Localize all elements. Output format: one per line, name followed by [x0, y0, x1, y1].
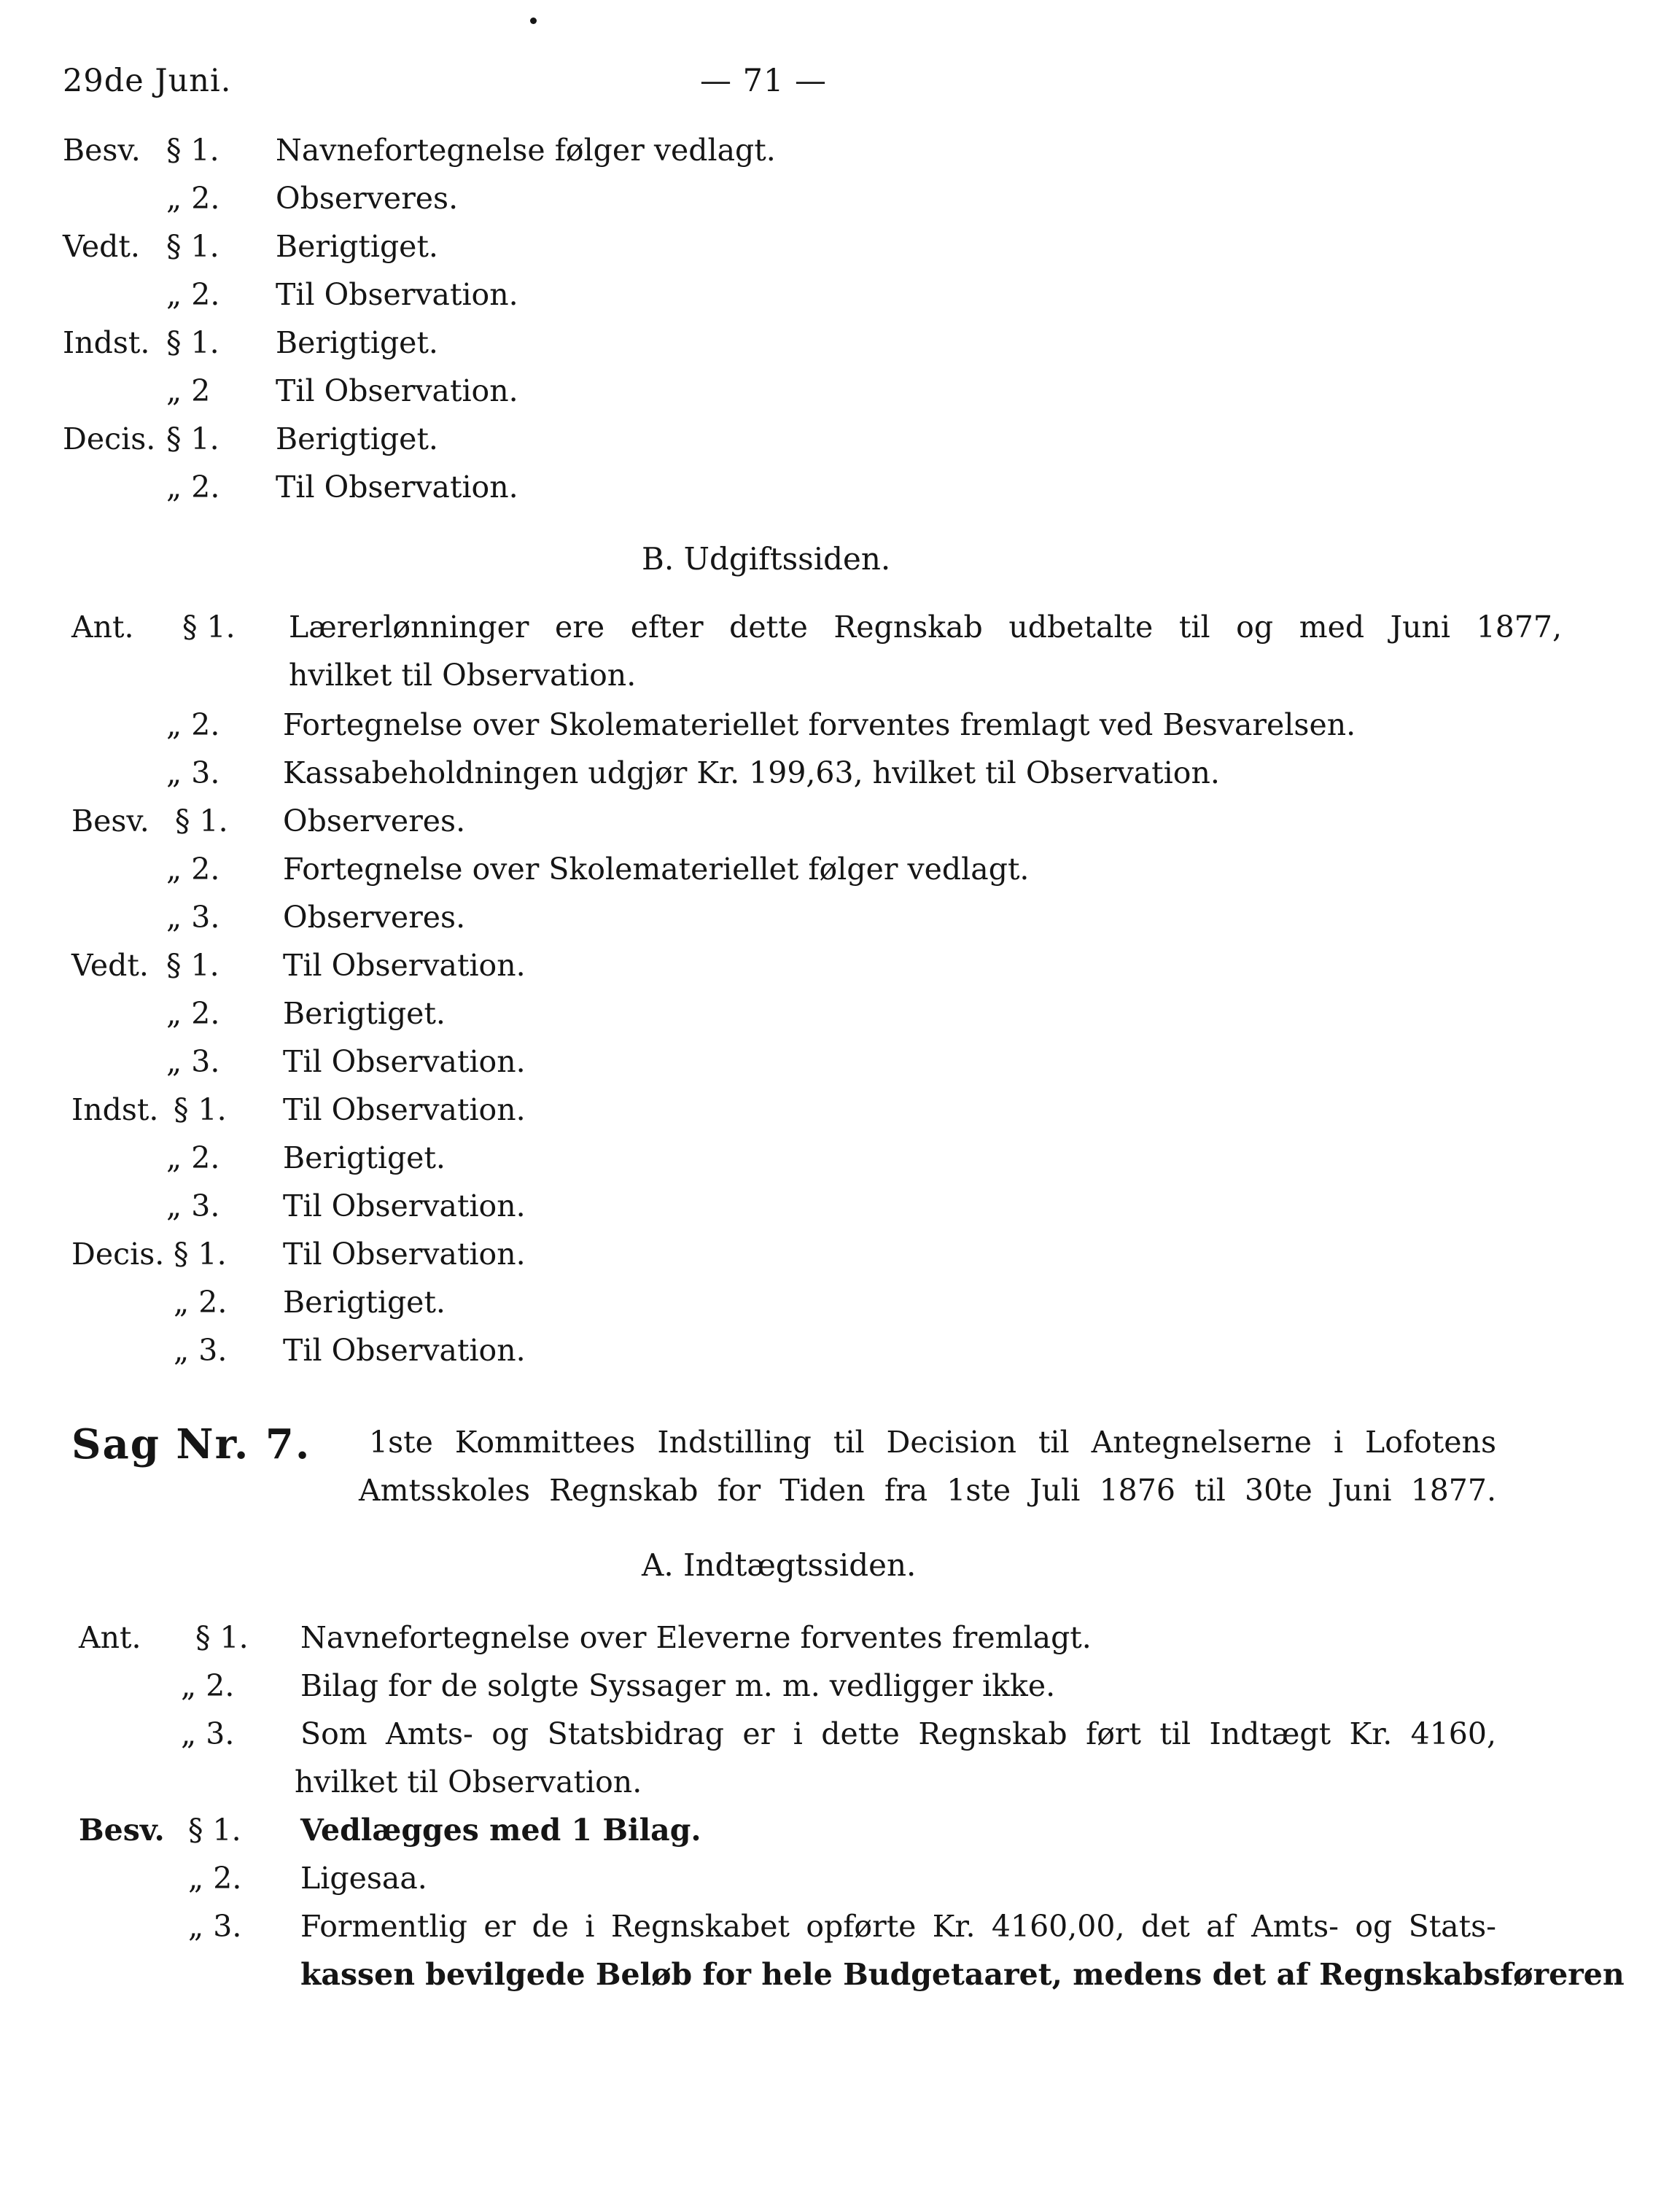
entry-paragraph: „ 3.: [174, 1333, 228, 1368]
entry-paragraph: „ 2.: [166, 852, 220, 887]
entry-paragraph: „ 3.: [188, 1909, 242, 1944]
case-title-line-2: Amtsskoles Regnskab for Tiden fra 1ste Juli 1876 til 30te Juni 1877.: [359, 1473, 1496, 1508]
entry-paragraph: § 1.: [166, 229, 219, 264]
entry-label: Decis.: [71, 1237, 165, 1272]
entry-paragraph: „ 2.: [166, 996, 220, 1031]
entry-text: Berigtiget.: [276, 325, 438, 360]
entry-label: Ant.: [79, 1620, 141, 1655]
entry-label: Decis.: [63, 421, 156, 456]
case-title-line-1: 1ste Kommittees Indstilling til Decision til Antegnelserne i Lofotens: [369, 1425, 1496, 1460]
entry-text: Navnefortegnelse over Eleverne forventes fremlagt.: [300, 1620, 1092, 1655]
entry-label: Besv.: [79, 1813, 165, 1848]
entry-text: Berigtiget.: [283, 1140, 446, 1175]
entry-paragraph: „ 2.: [174, 1285, 228, 1320]
entry-paragraph: „ 2.: [166, 1140, 220, 1175]
entry-text: Til Observation.: [283, 1044, 526, 1079]
entry-text: Til Observation.: [276, 277, 518, 312]
entry-paragraph: § 1.: [166, 421, 219, 456]
entry-text: Observeres.: [276, 181, 459, 216]
entry-text: Som Amts- og Statsbidrag er i dette Regnskab ført til Indtægt Kr. 4160,: [300, 1716, 1496, 1751]
entry-label: Vedt.: [63, 229, 140, 264]
entry-paragraph: „ 2.: [166, 470, 220, 505]
entry-label: Besv.: [71, 803, 149, 838]
entry-text: Formentlig er de i Regnskabet opførte Kr. 4160,00, det af Amts- og Stats-: [300, 1909, 1496, 1944]
entry-text: Berigtiget.: [276, 421, 438, 456]
entry-text: Observeres.: [283, 803, 466, 838]
entry-paragraph: § 1.: [188, 1813, 241, 1848]
entry-text: Til Observation.: [283, 1188, 526, 1223]
entry-text: Til Observation.: [283, 948, 526, 983]
entry-paragraph: „ 3.: [166, 1188, 220, 1223]
entry-text: Til Observation.: [283, 1092, 526, 1127]
entry-text: Til Observation.: [276, 373, 518, 408]
entry-label: Indst.: [63, 325, 150, 360]
entry-paragraph: „ 3.: [181, 1716, 235, 1751]
entry-label: Vedt.: [71, 948, 149, 983]
entry-paragraph: „ 2.: [166, 277, 220, 312]
entry-paragraph: § 1.: [195, 1620, 249, 1655]
entry-label: Ant.: [71, 610, 134, 645]
entry-text: Berigtiget.: [283, 996, 446, 1031]
entry-paragraph: „ 2.: [181, 1668, 235, 1703]
entry-paragraph: § 1.: [174, 1237, 227, 1272]
entry-text: Observeres.: [283, 900, 466, 935]
entry-paragraph: § 1.: [174, 1092, 227, 1127]
entry-continuation: hvilket til Observation.: [289, 658, 637, 693]
entry-paragraph: § 1.: [175, 803, 228, 838]
entry-text: Ligesaa.: [300, 1861, 427, 1896]
entry-text: Til Observation.: [276, 470, 518, 505]
entry-text: Vedlægges med 1 Bilag.: [300, 1813, 701, 1848]
entry-paragraph: „ 2: [166, 373, 211, 408]
entry-text: Fortegnelse over Skolemateriellet forventes fremlagt ved Besvarelsen.: [283, 707, 1356, 742]
entry-paragraph: „ 3.: [166, 1044, 220, 1079]
ink-dot: [530, 17, 537, 24]
entry-continuation: kassen bevilgede Beløb for hele Budgetaaret, medens det af Regnskabsføreren: [300, 1957, 1625, 1992]
entry-paragraph: § 1.: [166, 948, 219, 983]
entry-paragraph: § 1.: [166, 133, 219, 168]
header-date: 29de Juni.: [63, 63, 232, 99]
section-heading-b: B. Udgiftssiden.: [642, 541, 891, 577]
entry-text: Berigtiget.: [276, 229, 438, 264]
entry-continuation: hvilket til Observation.: [295, 1764, 642, 1799]
entry-paragraph: „ 3.: [166, 755, 220, 790]
entry-text: Berigtiget.: [283, 1285, 446, 1320]
entry-label: Indst.: [71, 1092, 159, 1127]
entry-text: Bilag for de solgte Syssager m. m. vedligger ikke.: [300, 1668, 1056, 1703]
entry-paragraph: § 1.: [166, 325, 219, 360]
entry-text: Fortegnelse over Skolemateriellet følger vedlagt.: [283, 852, 1030, 887]
entry-text: Til Observation.: [283, 1333, 526, 1368]
entry-text: Kassabeholdningen udgjør Kr. 199,63, hvilket til Observation.: [283, 755, 1220, 790]
entry-paragraph: „ 3.: [166, 900, 220, 935]
section-heading-a: A. Indtægtssiden.: [642, 1547, 917, 1583]
entry-label: Besv.: [63, 133, 141, 168]
entry-text: Til Observation.: [283, 1237, 526, 1272]
entry-paragraph: „ 2.: [188, 1861, 242, 1896]
entry-paragraph: „ 2.: [166, 181, 220, 216]
entry-paragraph: „ 2.: [166, 707, 220, 742]
entry-text: Navnefortegnelse følger vedlagt.: [276, 133, 776, 168]
entry-paragraph: § 1.: [182, 610, 236, 645]
page-number: — 71 —: [700, 63, 828, 99]
entry-text: Lærerlønninger ere efter dette Regnskab udbetalte til og med Juni 1877,: [289, 610, 1562, 645]
case-number: Sag Nr. 7.: [71, 1420, 311, 1468]
